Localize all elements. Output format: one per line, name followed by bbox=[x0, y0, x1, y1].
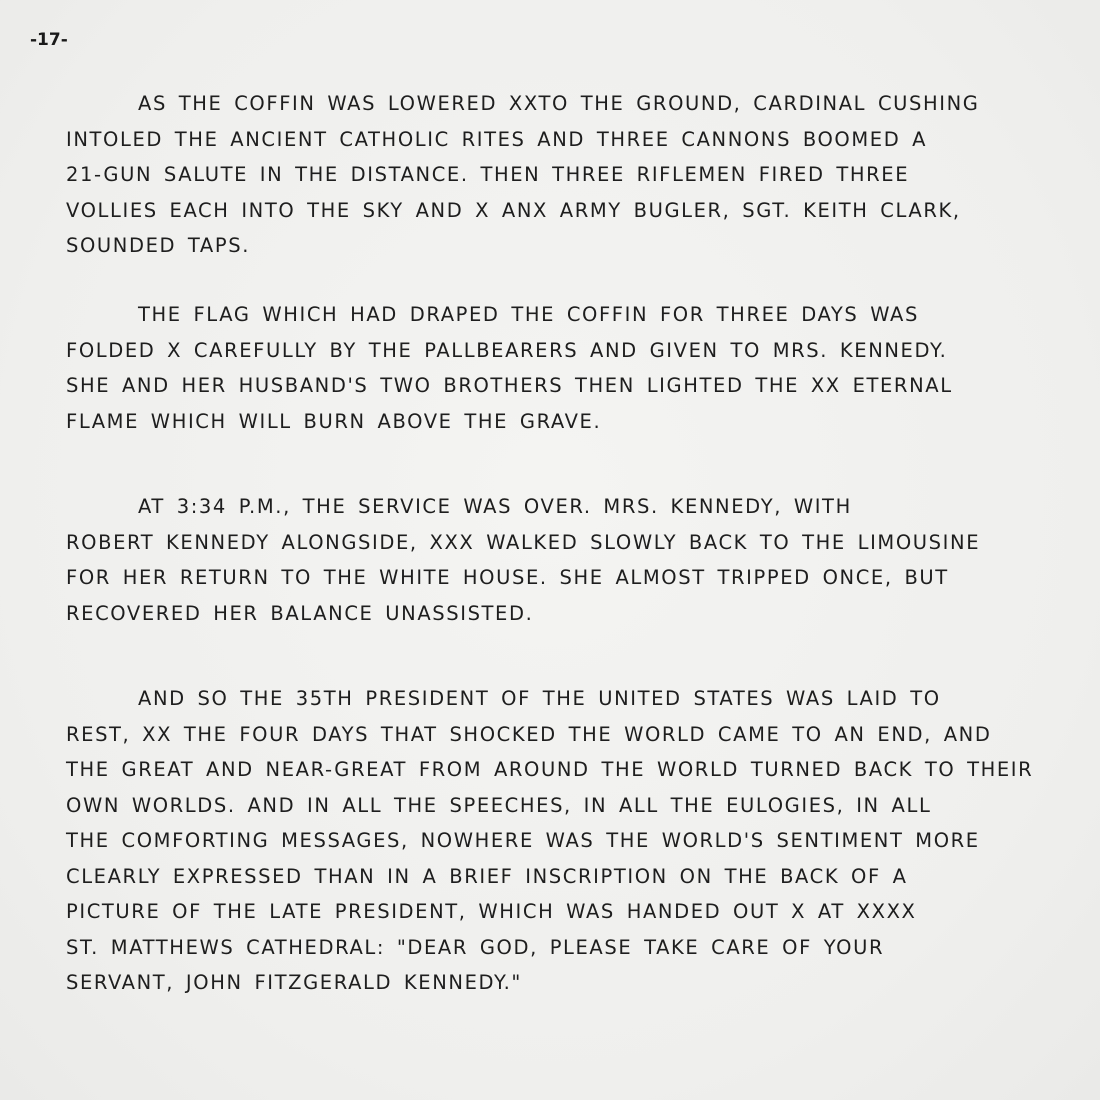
paragraph-flag-folded: THE FLAG WHICH HAD DRAPED THE COFFIN FOR THREE DAYS WAS FOLDED X CAREFULLY BY THE PALLBEARERS AND GIVEN TO MRS. KENNEDY. SHE AND HER HUSBAND'S TWO BROTHERS THEN LIGHTED THE XX ETERNAL FLAME WHICH WILL BURN ABOVE THE GRAVE. bbox=[66, 303, 953, 433]
paragraph-service-over: AT 3:34 P.M., THE SERVICE WAS OVER. MRS. KENNEDY, WITH ROBERT KENNEDY ALONGSIDE, XXX WALKED SLOWLY BACK TO THE LIMOUSINE FOR HER RETURN TO THE WHITE HOUSE. SHE ALMOST TRIPPED ONCE, BUT RECOVERED HER BALANCE UNASSISTED. bbox=[66, 495, 981, 625]
page-number: -17- bbox=[30, 30, 68, 50]
paragraph-laid-to-rest: AND SO THE 35TH PRESIDENT OF THE UNITED STATES WAS LAID TO REST, XX THE FOUR DAYS THAT SHOCKED THE WORLD CAME TO AN END, AND THE GREAT AND NEAR-GREAT FROM AROUND THE WORLD TURNED BACK TO THEIR OWN WORLDS. AND IN ALL THE SPEECHES, IN ALL THE EULOGIES, IN ALL THE COMFORTING MESSAGES, NOWHERE WAS THE WORLD'S SENTIMENT MORE CLEARLY EXPRESSED THAN IN A BRIEF INSCRIPTION ON THE BACK OF A PICTURE OF THE LATE PRESIDENT, WHICH WAS HANDED OUT X AT XXXX ST. MATTHEWS CATHEDRAL: "DEAR GOD, PLEASE TAKE CARE OF YOUR SERVANT, JOHN FITZGERALD KENNEDY." bbox=[66, 687, 1034, 994]
paragraph-coffin-lowered: AS THE COFFIN WAS LOWERED XXTO THE GROUND, CARDINAL CUSHING INTOLED THE ANCIENT CATHOLIC RITES AND THREE CANNONS BOOMED A 21-GUN SALUTE IN THE DISTANCE. THEN THREE RIFLEMEN FIRED THREE VOLLIES EACH INTO THE SKY AND X ANX ARMY BUGLER, SGT. KEITH CLARK, SOUNDED TAPS. bbox=[66, 92, 980, 257]
